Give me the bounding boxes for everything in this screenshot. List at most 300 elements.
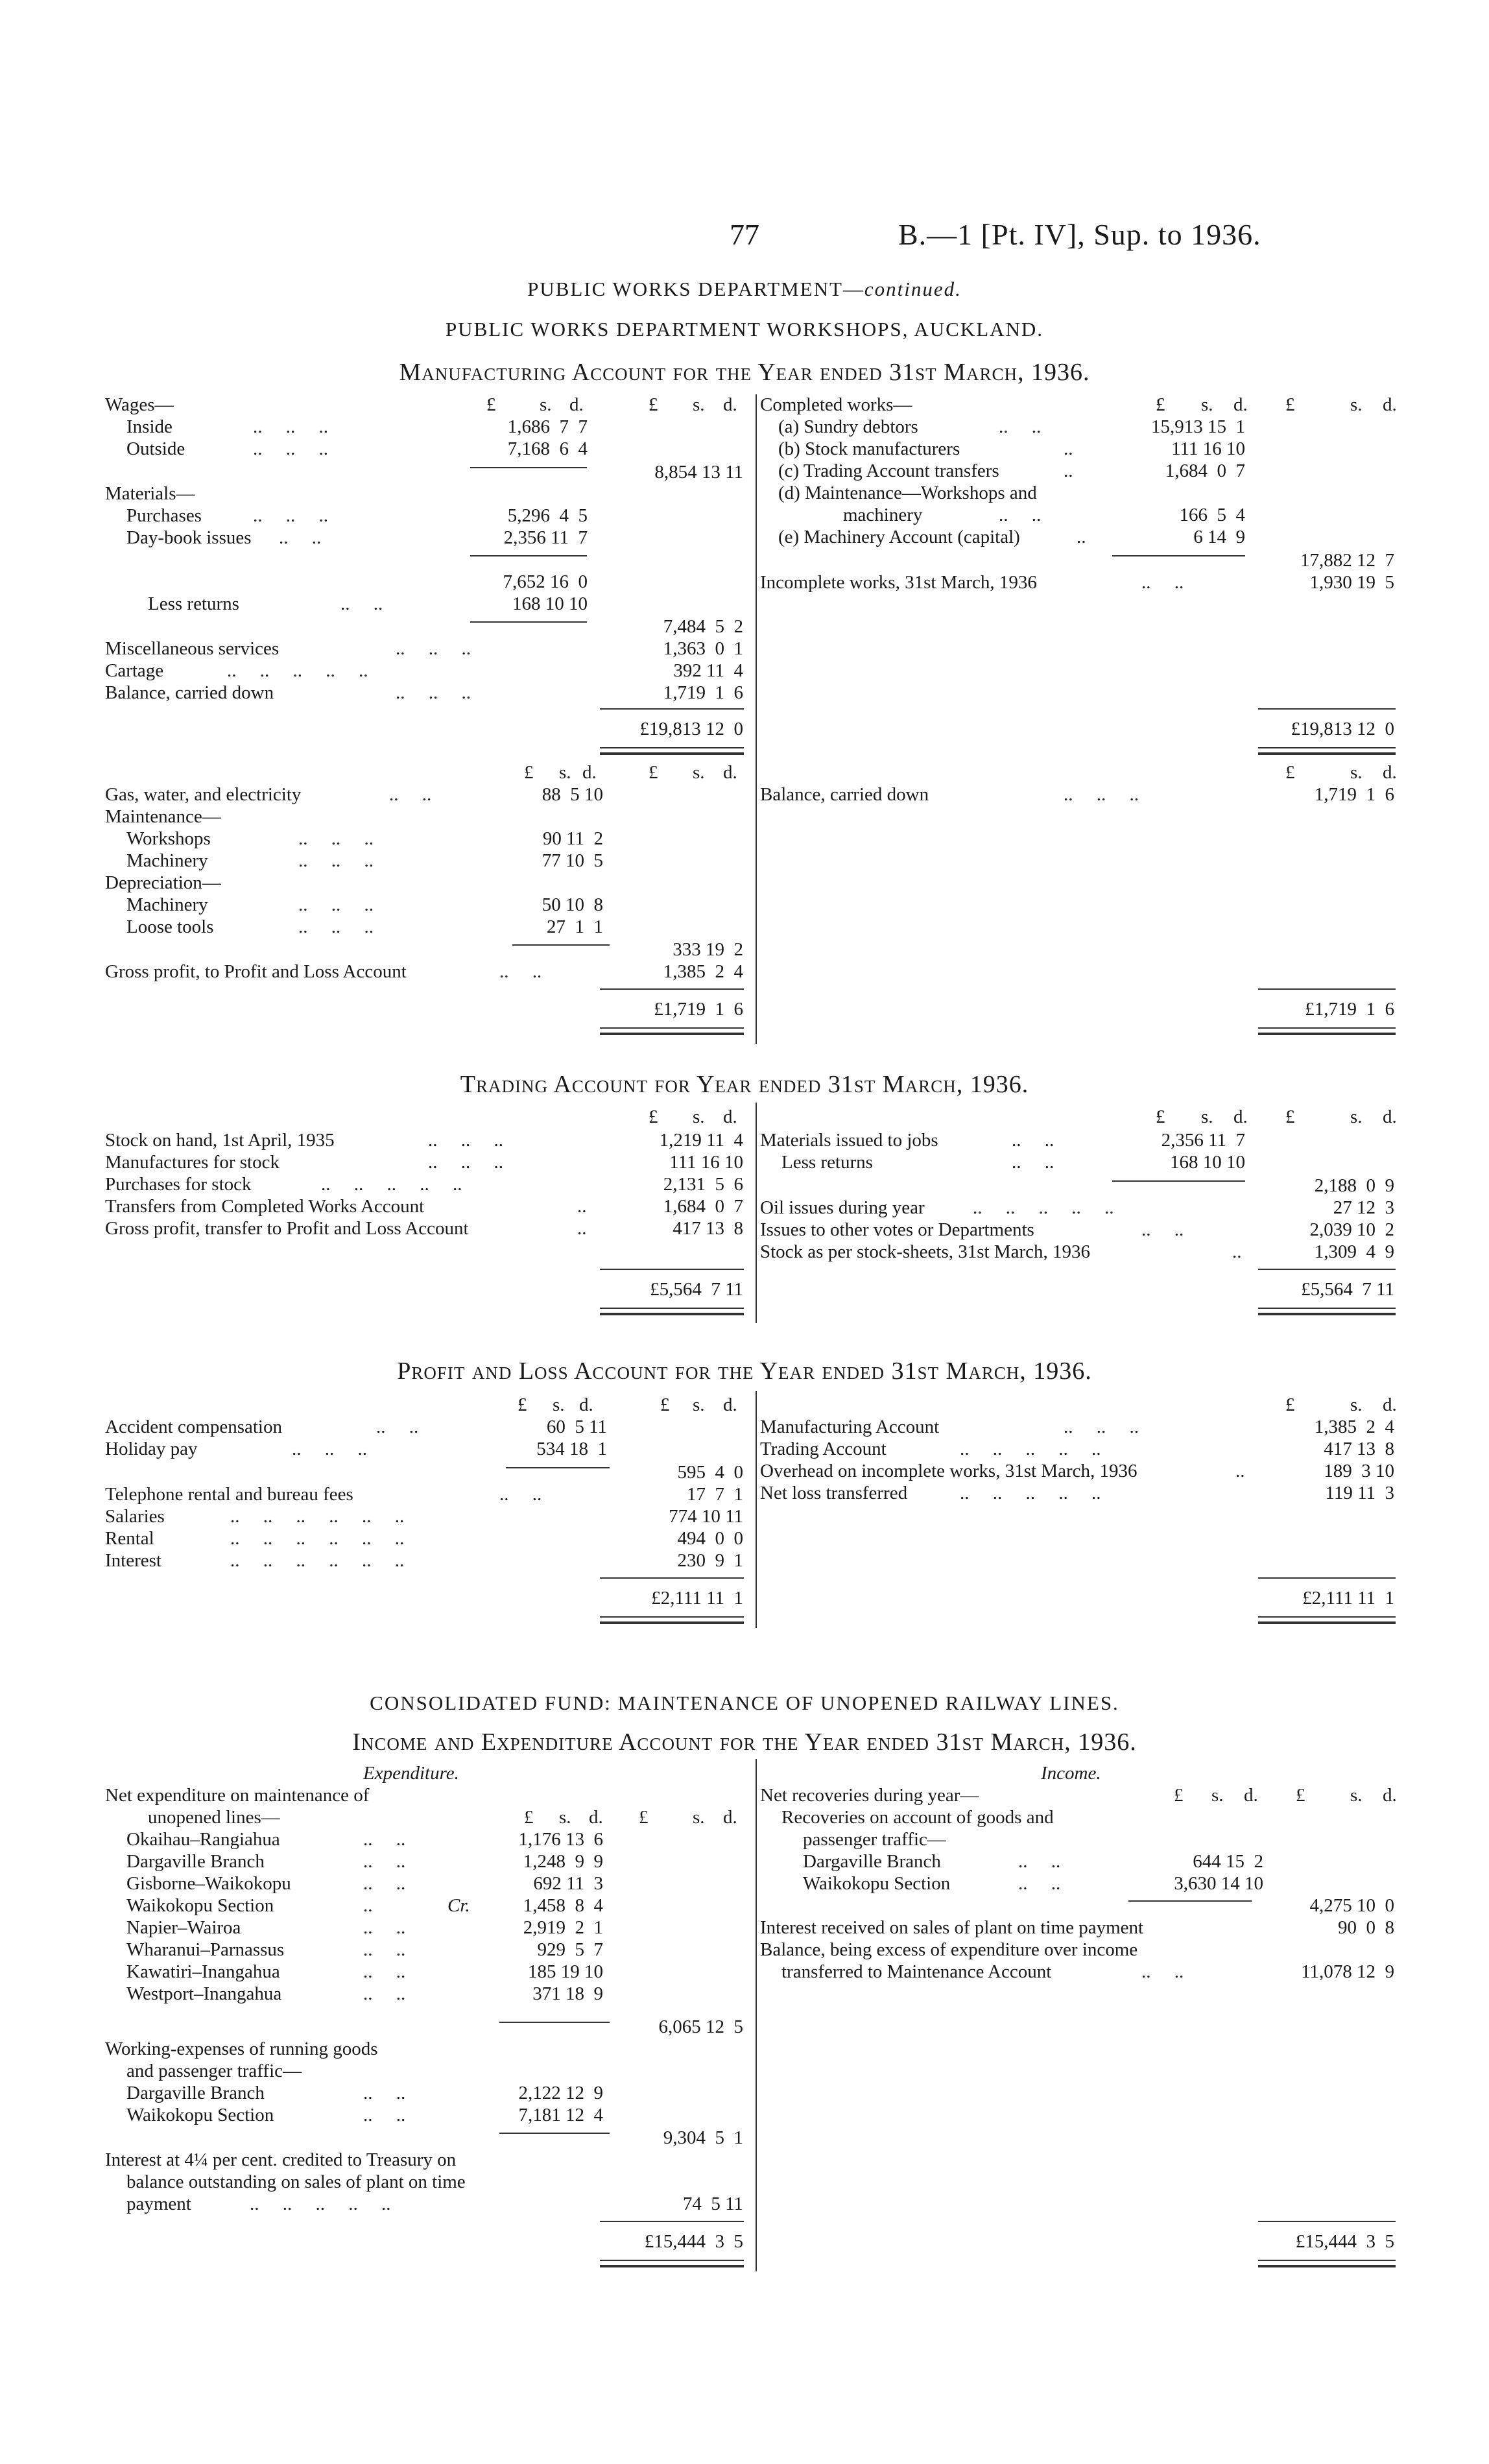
entry-label: Machinery bbox=[126, 894, 208, 915]
pence-header: d. bbox=[589, 1807, 603, 1828]
amount: 11,078 12 9 bbox=[1301, 1961, 1394, 1982]
column-divider bbox=[756, 1759, 757, 2271]
double-rule bbox=[1258, 1308, 1396, 1315]
entry-label: Less returns bbox=[148, 593, 239, 614]
double-rule bbox=[600, 2260, 744, 2267]
entry-label: Materials— bbox=[105, 483, 195, 504]
amount: 50 10 8 bbox=[542, 894, 603, 915]
pound-header: £ bbox=[660, 1394, 670, 1415]
amount: 9,304 5 1 bbox=[663, 2127, 743, 2148]
leader-dots: .. bbox=[577, 1218, 587, 1239]
entry-label: Telephone rental and bureau fees bbox=[105, 1484, 353, 1505]
pence-header: d. bbox=[1244, 1785, 1258, 1806]
rule bbox=[499, 2133, 610, 2134]
amount: 77 10 5 bbox=[542, 850, 603, 871]
pence-header: d. bbox=[1383, 394, 1397, 415]
leader-dots: .. .. .. bbox=[253, 416, 328, 437]
shillings-header: s. bbox=[693, 762, 705, 783]
pence-header: d. bbox=[1383, 1785, 1397, 1806]
entry-label: Balance, being excess of expenditure over income bbox=[760, 1939, 1138, 1960]
leader-dots: .. .. bbox=[363, 2105, 406, 2125]
leader-dots: .. .. bbox=[499, 961, 542, 982]
pence-header: d. bbox=[569, 394, 584, 415]
leader-dots: .. .. .. bbox=[298, 916, 374, 937]
leader-dots: .. .. .. bbox=[292, 1439, 367, 1459]
leader-dots: .. .. .. bbox=[253, 505, 328, 526]
leader-dots: .. .. bbox=[363, 1939, 406, 1960]
amount: 644 15 2 bbox=[1193, 1851, 1263, 1872]
double-rule bbox=[1258, 747, 1396, 755]
leader-dots: .. bbox=[1077, 527, 1086, 547]
rule bbox=[1112, 1180, 1245, 1182]
pound-header: £ bbox=[1174, 1785, 1184, 1806]
pence-header: d. bbox=[723, 1394, 737, 1415]
leader-dots: .. .. .. bbox=[396, 682, 471, 703]
entry-label: Dargaville Branch bbox=[126, 2083, 265, 2103]
leader-dots: .. .. .. bbox=[396, 638, 471, 659]
profit-loss-title: Profit and Loss Account for the Year ended 31st March, 1936. bbox=[397, 1358, 1092, 1385]
double-rule bbox=[600, 1027, 744, 1035]
entry-label: Incomplete works, 31st March, 1936 bbox=[760, 572, 1037, 593]
leader-dots: .. bbox=[1064, 461, 1073, 481]
amount: 17,882 12 7 bbox=[1300, 550, 1394, 571]
leader-dots: .. .. .. .. .. bbox=[960, 1439, 1101, 1459]
pence-header: d. bbox=[1233, 394, 1248, 415]
list-item: Kawatiri–Inangahua bbox=[126, 1961, 280, 1982]
credit-marker: Cr. bbox=[447, 1895, 470, 1916]
pound-header: £ bbox=[649, 762, 658, 783]
column-divider bbox=[756, 1103, 757, 1323]
entry-label: Overhead on incomplete works, 31st March, 1936 bbox=[760, 1461, 1138, 1481]
leader-dots: .. .. bbox=[363, 1873, 406, 1894]
rule bbox=[1258, 708, 1396, 710]
amount: 333 19 2 bbox=[673, 939, 743, 960]
shillings-header: s. bbox=[693, 394, 705, 415]
column-divider bbox=[756, 394, 757, 1044]
total-amount: £1,719 1 6 bbox=[1305, 999, 1394, 1020]
entry-label: Cartage bbox=[105, 660, 164, 681]
amount: 494 0 0 bbox=[677, 1528, 743, 1549]
shillings-header: s. bbox=[1350, 1394, 1363, 1415]
amount: 2,188 0 9 bbox=[1314, 1175, 1394, 1196]
entry-label: Interest bbox=[105, 1550, 161, 1571]
entry-label: Oil issues during year bbox=[760, 1197, 925, 1218]
shillings-header: s. bbox=[693, 1807, 705, 1828]
entry-label: Maintenance— bbox=[105, 806, 221, 827]
leader-dots: .. .. .. bbox=[298, 828, 374, 849]
amount: 595 4 0 bbox=[677, 1462, 743, 1483]
leader-dots: .. .. bbox=[363, 1961, 406, 1982]
list-item: Wharanui–Parnassus bbox=[126, 1939, 285, 1960]
pound-header: £ bbox=[649, 394, 658, 415]
rule bbox=[1128, 1900, 1252, 1902]
entry-label: Manufactures for stock bbox=[105, 1152, 280, 1173]
entry-label: Interest at 4¼ per cent. credited to Treasury on bbox=[105, 2149, 457, 2170]
pound-header: £ bbox=[1285, 1394, 1295, 1415]
total-amount: £5,564 7 11 bbox=[1301, 1279, 1394, 1300]
entry-label: Recoveries on account of goods and bbox=[781, 1807, 1054, 1828]
leader-dots: .. bbox=[363, 1895, 373, 1916]
entry-label: (a) Sundry debtors bbox=[778, 416, 918, 437]
amount: 8,854 13 11 bbox=[654, 462, 743, 483]
rule bbox=[1258, 988, 1396, 990]
pence-header: d. bbox=[1233, 1106, 1248, 1127]
pound-header: £ bbox=[1156, 394, 1165, 415]
manufacturing-account-title: Manufacturing Account for the Year ended 31st March, 1936. bbox=[399, 359, 1090, 386]
pound-header: £ bbox=[524, 762, 534, 783]
amount: 7,652 16 0 bbox=[503, 571, 588, 592]
rule bbox=[600, 988, 744, 990]
rule bbox=[1258, 2221, 1396, 2222]
trading-account-title: Trading Account for Year ended 31st March, 1936. bbox=[460, 1071, 1029, 1098]
entry-label: Net recoveries during year— bbox=[760, 1785, 979, 1806]
leader-dots: .. .. .. .. .. bbox=[973, 1197, 1114, 1218]
list-item: Okaihau–Rangiahua bbox=[126, 1829, 280, 1850]
pound-header: £ bbox=[1156, 1106, 1165, 1127]
amount: 7,168 6 4 bbox=[507, 438, 588, 459]
double-rule bbox=[1258, 2260, 1396, 2267]
pound-header: £ bbox=[1285, 394, 1295, 415]
shillings-header: s. bbox=[553, 1394, 565, 1415]
leader-dots: .. .. bbox=[1018, 1873, 1061, 1894]
amount: 17 7 1 bbox=[687, 1484, 743, 1505]
leader-dots: .. .. bbox=[363, 1829, 406, 1850]
pound-header: £ bbox=[1296, 1785, 1305, 1806]
amount: 15,913 15 1 bbox=[1151, 416, 1245, 437]
amount: 774 10 11 bbox=[669, 1506, 743, 1527]
amount: 6,065 12 5 bbox=[658, 2016, 743, 2037]
entry-label: Gas, water, and electricity bbox=[105, 784, 302, 805]
entry-label: Outside bbox=[126, 438, 185, 459]
rule bbox=[1258, 1577, 1396, 1579]
entry-label: unopened lines— bbox=[148, 1807, 280, 1828]
list-item: Dargaville Branch bbox=[126, 1851, 265, 1872]
leader-dots: .. .. bbox=[376, 1417, 419, 1437]
entry-label: Trading Account bbox=[760, 1439, 887, 1459]
total-amount: £15,444 3 5 bbox=[644, 2231, 743, 2252]
amount: 2,919 2 1 bbox=[523, 1917, 603, 1938]
amount: 929 5 7 bbox=[537, 1939, 603, 1960]
entry-label: Day-book issues bbox=[126, 527, 252, 548]
income-expenditure-title: Income and Expenditure Account for the Year ended 31st March, 1936. bbox=[352, 1728, 1137, 1756]
pence-header: d. bbox=[723, 1106, 737, 1127]
amount: 534 18 1 bbox=[536, 1439, 607, 1459]
pence-header: d. bbox=[723, 762, 737, 783]
amount: 1,930 19 5 bbox=[1309, 572, 1394, 593]
double-rule bbox=[600, 747, 744, 755]
entry-label: Rental bbox=[105, 1528, 154, 1549]
shillings-header: s. bbox=[559, 762, 571, 783]
leader-dots: .. .. bbox=[340, 593, 383, 614]
shillings-header: s. bbox=[1201, 1106, 1213, 1127]
pence-header: d. bbox=[1383, 1394, 1397, 1415]
amount: 3,630 14 10 bbox=[1174, 1873, 1263, 1894]
workshops-title: PUBLIC WORKS DEPARTMENT WORKSHOPS, AUCKLAND. bbox=[445, 318, 1044, 341]
amount: 417 13 8 bbox=[673, 1218, 743, 1239]
amount: 60 5 11 bbox=[546, 1417, 607, 1437]
rule bbox=[600, 1269, 744, 1270]
entry-label: Completed works— bbox=[760, 394, 912, 415]
pence-header: d. bbox=[1383, 1106, 1397, 1127]
leader-dots: .. .. bbox=[1141, 1219, 1184, 1240]
amount: 111 16 10 bbox=[1171, 438, 1245, 459]
total-amount: £19,813 12 0 bbox=[1291, 719, 1394, 739]
leader-dots: .. bbox=[1232, 1241, 1242, 1262]
entry-label: Workshops bbox=[126, 828, 211, 849]
entry-label: machinery bbox=[843, 505, 923, 525]
shillings-header: s. bbox=[1350, 394, 1363, 415]
entry-label: Salaries bbox=[105, 1506, 165, 1527]
entry-label: Purchases for stock bbox=[105, 1174, 252, 1195]
amount: 1,686 7 7 bbox=[507, 416, 588, 437]
amount: 6 14 9 bbox=[1193, 527, 1245, 547]
amount: 392 11 4 bbox=[673, 660, 743, 681]
amount: 1,363 0 1 bbox=[663, 638, 743, 659]
entry-label: Less returns bbox=[781, 1152, 873, 1173]
shillings-header: s. bbox=[1211, 1785, 1224, 1806]
rule bbox=[1112, 555, 1245, 556]
shillings-header: s. bbox=[1201, 394, 1213, 415]
document-reference: B.—1 [Pt. IV], Sup. to 1936. bbox=[898, 218, 1261, 251]
entry-label: Miscellaneous services bbox=[105, 638, 280, 659]
entry-label: Net expenditure on maintenance of bbox=[105, 1785, 370, 1806]
amount: 27 12 3 bbox=[1333, 1197, 1394, 1218]
leader-dots: .. .. bbox=[1141, 572, 1184, 593]
leader-dots: .. .. bbox=[279, 527, 322, 548]
leader-dots: .. .. .. .. .. bbox=[960, 1483, 1101, 1503]
shillings-header: s. bbox=[693, 1394, 705, 1415]
amount: 2,039 10 2 bbox=[1309, 1219, 1394, 1240]
entry-label: payment bbox=[126, 2194, 191, 2214]
pound-header: £ bbox=[524, 1807, 534, 1828]
pence-header: d. bbox=[723, 394, 737, 415]
entry-label: (e) Machinery Account (capital) bbox=[778, 527, 1020, 547]
entry-label: Waikokopu Section bbox=[803, 1873, 951, 1894]
amount: 90 0 8 bbox=[1338, 1917, 1394, 1938]
entry-label: Gross profit, transfer to Profit and Loss Account bbox=[105, 1218, 469, 1239]
double-rule bbox=[1258, 1027, 1396, 1035]
amount: 119 11 3 bbox=[1325, 1483, 1394, 1503]
rule bbox=[512, 944, 610, 946]
entry-label: Interest received on sales of plant on time payment bbox=[760, 1917, 1144, 1938]
amount: 7,181 12 4 bbox=[518, 2105, 603, 2125]
rule bbox=[470, 555, 587, 556]
entry-label: Purchases bbox=[126, 505, 202, 526]
amount: 90 11 2 bbox=[542, 828, 603, 849]
leader-dots: .. .. .. .. .. .. bbox=[230, 1550, 405, 1571]
total-amount: £2,111 11 1 bbox=[651, 1588, 743, 1609]
leader-dots: .. .. .. bbox=[253, 438, 328, 459]
list-item: Napier–Wairoa bbox=[126, 1917, 241, 1938]
consolidated-fund-title: CONSOLIDATED FUND: MAINTENANCE OF UNOPENED RAILWAY LINES. bbox=[370, 1692, 1119, 1714]
income-heading: Income. bbox=[1041, 1763, 1101, 1784]
leader-dots: .. .. .. bbox=[298, 894, 374, 915]
entry-label: Net loss transferred bbox=[760, 1483, 908, 1503]
entry-label: transferred to Maintenance Account bbox=[781, 1961, 1052, 1982]
leader-dots: .. .. .. .. .. bbox=[321, 1174, 462, 1195]
amount: 230 9 1 bbox=[677, 1550, 743, 1571]
leader-dots: .. .. bbox=[1141, 1961, 1184, 1982]
amount: 2,131 5 6 bbox=[663, 1174, 743, 1195]
entry-label: Issues to other votes or Departments bbox=[760, 1219, 1034, 1240]
pound-header: £ bbox=[1285, 1106, 1295, 1127]
amount: 7,484 5 2 bbox=[663, 616, 743, 637]
entry-label: and passenger traffic— bbox=[126, 2061, 302, 2081]
rule bbox=[600, 2221, 744, 2222]
leader-dots: .. .. .. bbox=[1064, 784, 1139, 805]
amount: 1,176 13 6 bbox=[518, 1829, 603, 1850]
list-item: Waikokopu Section bbox=[126, 1895, 274, 1916]
entry-label: Transfers from Completed Works Account bbox=[105, 1196, 425, 1217]
rule bbox=[470, 467, 587, 468]
total-amount: £1,719 1 6 bbox=[654, 999, 743, 1020]
amount: 185 19 10 bbox=[528, 1961, 603, 1982]
pound-header: £ bbox=[486, 394, 496, 415]
leader-dots: .. .. .. .. .. .. bbox=[230, 1528, 405, 1549]
amount: 2,356 11 7 bbox=[503, 527, 588, 548]
rule bbox=[600, 708, 744, 710]
entry-label: Stock on hand, 1st April, 1935 bbox=[105, 1130, 335, 1151]
amount: 88 5 10 bbox=[542, 784, 603, 805]
amount: 1,248 9 9 bbox=[523, 1851, 603, 1872]
entry-label: Machinery bbox=[126, 850, 208, 871]
amount: 417 13 8 bbox=[1324, 1439, 1394, 1459]
entry-label: Accident compensation bbox=[105, 1417, 282, 1437]
amount: 2,122 12 9 bbox=[518, 2083, 603, 2103]
entry-label: (b) Stock manufacturers bbox=[778, 438, 960, 459]
entry-label: Working-expenses of running goods bbox=[105, 2039, 378, 2059]
total-amount: £5,564 7 11 bbox=[650, 1279, 743, 1300]
pence-header: d. bbox=[1383, 762, 1397, 783]
entry-label: Waikokopu Section bbox=[126, 2105, 274, 2125]
entry-label: Gross profit, to Profit and Loss Account bbox=[105, 961, 407, 982]
entry-label: Holiday pay bbox=[105, 1439, 198, 1459]
leader-dots: .. .. bbox=[1018, 1851, 1061, 1872]
amount: 1,385 2 4 bbox=[1314, 1417, 1394, 1437]
leader-dots: .. .. .. .. .. bbox=[227, 660, 368, 681]
amount: 168 10 10 bbox=[1170, 1152, 1245, 1173]
list-item: Gisborne–Waikokopu bbox=[126, 1873, 291, 1894]
shillings-header: s. bbox=[693, 1106, 705, 1127]
amount: 168 10 10 bbox=[512, 593, 588, 614]
rule bbox=[600, 1577, 744, 1579]
leader-dots: .. .. bbox=[1012, 1130, 1054, 1151]
pence-header: d. bbox=[723, 1807, 737, 1828]
rule bbox=[499, 2022, 610, 2023]
entry-label: passenger traffic— bbox=[803, 1829, 946, 1850]
entry-label: Manufacturing Account bbox=[760, 1417, 940, 1437]
amount: 2,356 11 7 bbox=[1161, 1130, 1245, 1151]
entry-label: Balance, carried down bbox=[760, 784, 929, 805]
leader-dots: .. bbox=[1064, 438, 1073, 459]
department-title: PUBLIC WORKS DEPARTMENT—continued. bbox=[527, 278, 962, 300]
entry-label: Inside bbox=[126, 416, 173, 437]
shillings-header: s. bbox=[540, 394, 552, 415]
rule bbox=[1258, 1269, 1396, 1270]
leader-dots: .. .. bbox=[363, 1983, 406, 2004]
leader-dots: .. .. .. bbox=[298, 850, 374, 871]
amount: 1,309 4 9 bbox=[1314, 1241, 1394, 1262]
entry-label: (d) Maintenance—Workshops and bbox=[778, 483, 1037, 503]
total-amount: £2,111 11 1 bbox=[1302, 1588, 1394, 1609]
amount: 1,219 11 4 bbox=[659, 1130, 743, 1151]
rule bbox=[470, 621, 587, 623]
amount: 1,719 1 6 bbox=[1314, 784, 1394, 805]
amount: 111 16 10 bbox=[669, 1152, 743, 1173]
entry-label: Depreciation— bbox=[105, 872, 221, 893]
leader-dots: .. .. bbox=[1012, 1152, 1054, 1173]
leader-dots: .. .. bbox=[389, 784, 432, 805]
amount: 371 18 9 bbox=[532, 1983, 603, 2004]
leader-dots: .. .. bbox=[363, 1917, 406, 1938]
amount: 4,275 10 0 bbox=[1309, 1895, 1394, 1916]
expenditure-heading: Expenditure. bbox=[363, 1763, 459, 1784]
shillings-header: s. bbox=[1350, 1106, 1363, 1127]
leader-dots: .. .. .. bbox=[428, 1130, 503, 1151]
shillings-header: s. bbox=[1350, 762, 1363, 783]
entry-label: Loose tools bbox=[126, 916, 214, 937]
total-amount: £19,813 12 0 bbox=[639, 719, 743, 739]
pound-header: £ bbox=[1285, 762, 1295, 783]
amount: 1,719 1 6 bbox=[663, 682, 743, 703]
pence-header: d. bbox=[582, 762, 597, 783]
amount: 5,296 4 5 bbox=[507, 505, 588, 526]
pound-header: £ bbox=[639, 1807, 649, 1828]
amount: 74 5 11 bbox=[682, 2194, 743, 2214]
amount: 166 5 4 bbox=[1179, 505, 1245, 525]
amount: 1,684 0 7 bbox=[1165, 461, 1245, 481]
list-item: Westport–Inangahua bbox=[126, 1983, 282, 2004]
shillings-header: s. bbox=[1350, 1785, 1363, 1806]
entry-label: Wages— bbox=[105, 394, 174, 415]
pound-header: £ bbox=[649, 1106, 658, 1127]
leader-dots: .. .. bbox=[999, 416, 1042, 437]
entry-label: Materials issued to jobs bbox=[760, 1130, 938, 1151]
leader-dots: .. .. .. bbox=[428, 1152, 503, 1173]
amount: 27 1 1 bbox=[547, 916, 603, 937]
entry-label: Dargaville Branch bbox=[803, 1851, 941, 1872]
amount: 692 11 3 bbox=[533, 1873, 603, 1894]
amount: 1,458 8 4 bbox=[523, 1895, 603, 1916]
amount: 189 3 10 bbox=[1324, 1461, 1394, 1481]
leader-dots: .. .. .. .. .. bbox=[250, 2194, 391, 2214]
entry-label: Stock as per stock-sheets, 31st March, 1936 bbox=[760, 1241, 1091, 1262]
leader-dots: .. bbox=[1235, 1461, 1245, 1481]
leader-dots: .. bbox=[577, 1196, 587, 1217]
shillings-header: s. bbox=[559, 1807, 571, 1828]
amount: 1,385 2 4 bbox=[663, 961, 743, 982]
entry-label: Balance, carried down bbox=[105, 682, 274, 703]
entry-label: (c) Trading Account transfers bbox=[778, 461, 999, 481]
leader-dots: .. .. .. bbox=[1064, 1417, 1139, 1437]
double-rule bbox=[600, 1616, 744, 1624]
double-rule bbox=[1258, 1616, 1396, 1624]
rule bbox=[506, 1467, 610, 1468]
double-rule bbox=[600, 1308, 744, 1315]
pence-header: d. bbox=[579, 1394, 593, 1415]
amount: 1,684 0 7 bbox=[663, 1196, 743, 1217]
leader-dots: .. .. bbox=[363, 2083, 406, 2103]
leader-dots: .. .. bbox=[499, 1484, 542, 1505]
entry-label: balance outstanding on sales of plant on time bbox=[126, 2171, 466, 2192]
pound-header: £ bbox=[518, 1394, 527, 1415]
column-divider bbox=[756, 1391, 757, 1628]
leader-dots: .. .. .. .. .. .. bbox=[230, 1506, 405, 1527]
total-amount: £15,444 3 5 bbox=[1295, 2231, 1394, 2252]
leader-dots: .. .. bbox=[363, 1851, 406, 1872]
page-number: 77 bbox=[730, 218, 759, 251]
leader-dots: .. .. bbox=[999, 505, 1042, 525]
